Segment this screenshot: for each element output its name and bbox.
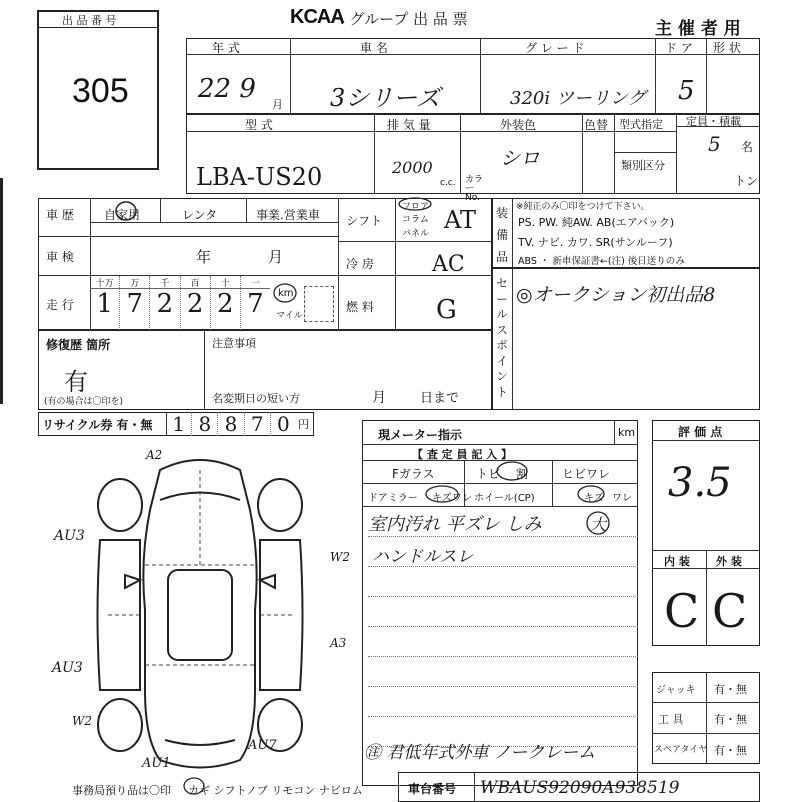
capacity-label: 定員・積載 xyxy=(686,115,741,128)
mileage-cell xyxy=(211,276,241,330)
mileage-units xyxy=(90,276,270,330)
unit-label: 一 xyxy=(250,279,260,289)
margin-mark xyxy=(0,178,3,404)
writing-line xyxy=(368,596,638,597)
displacement-label: 排 気 量 xyxy=(387,118,431,132)
unit-label: 万 xyxy=(130,279,140,289)
jack-label: ジャッキ xyxy=(656,685,696,696)
circle-mark xyxy=(584,510,612,536)
damage-mark: AU7 xyxy=(248,738,277,753)
col-divider xyxy=(338,198,339,330)
col-divider xyxy=(395,198,396,330)
label-char: ス xyxy=(496,322,508,337)
evaluation-score: 3.5 xyxy=(668,460,732,506)
chassis-label: 車台番号 xyxy=(408,782,457,796)
grade-label: グ レ ー ド xyxy=(525,41,585,55)
damage-mark: A3 xyxy=(330,636,347,650)
inspection-year: 年 xyxy=(196,248,212,266)
equipment-line-1: PS. PW. 純AW. AB(エアバック) xyxy=(518,216,675,229)
hibi-label: ヒビワレ xyxy=(562,467,611,481)
mirror-crack: ワレ xyxy=(452,493,472,504)
equipment-line-3: ABS ・ 新車保証書←(注) 後日送りのみ xyxy=(518,256,685,267)
car-name-value: 3シリーズ xyxy=(330,84,441,112)
meter-label: 現メーター指示 xyxy=(378,428,463,442)
col-divider xyxy=(160,198,161,222)
private-use-option: 自家用 xyxy=(104,208,141,222)
fuel-value: G xyxy=(436,295,457,325)
equipment-label-1: 装 xyxy=(496,206,509,220)
model-label: 型 式 xyxy=(245,118,273,132)
mileage-cell xyxy=(150,276,180,330)
exterior-color-value: シロ xyxy=(500,146,540,170)
col-divider xyxy=(460,114,461,194)
col-divider xyxy=(512,198,513,268)
sales-point-value: ◎オークション初出品8 xyxy=(516,284,716,306)
col-divider xyxy=(290,38,291,114)
business-option: 事業.営業車 xyxy=(256,208,320,222)
door-label: ド ア xyxy=(665,41,693,55)
sales-point-label xyxy=(494,276,510,400)
wheel-label: ホイール(CP) xyxy=(474,493,535,504)
exterior-label: 外 装 xyxy=(716,555,742,568)
wheel-crack: ワレ xyxy=(612,493,632,504)
month-unit: 月 xyxy=(272,98,283,111)
tools-label: 工 具 xyxy=(658,713,684,726)
recycle-unit: 円 xyxy=(298,418,309,431)
damage-mark: W2 xyxy=(330,550,350,564)
inspection-month: 月 xyxy=(268,248,284,266)
exterior-grade: C xyxy=(712,584,748,638)
repair-history-value: 有 xyxy=(64,368,88,396)
row-divider xyxy=(652,440,760,441)
capacity-unit: 名 xyxy=(741,140,754,154)
km-unit: km xyxy=(278,288,294,299)
col-divider xyxy=(474,772,475,802)
mileage-cell xyxy=(90,276,120,330)
row-divider xyxy=(338,241,492,242)
writing-line xyxy=(368,716,638,717)
damage-mark: A2 xyxy=(146,448,163,462)
inspection-label: 車 検 xyxy=(46,250,74,264)
interior-label: 内 装 xyxy=(664,555,690,568)
capacity-value: 5 xyxy=(708,132,721,156)
f-glass-label: Fガラス xyxy=(392,467,435,481)
circle-mark xyxy=(114,200,138,222)
unit-label: 十 xyxy=(220,279,230,289)
custody-items: カギ シフトノブ リモコン ナビロム xyxy=(188,784,363,797)
form-role: 主 催 者 用 xyxy=(655,19,741,39)
col-divider xyxy=(552,460,553,506)
damage-mark: AU1 xyxy=(142,756,171,771)
displacement-value: 2000 xyxy=(392,158,433,177)
form-title: . グループ 出 品 票 xyxy=(340,10,468,28)
color-number-label: カラー No. xyxy=(465,175,484,203)
col-divider xyxy=(655,38,656,114)
name-change-label: 名変期日の短い方 xyxy=(212,392,300,405)
fuel-label: 燃 料 xyxy=(346,300,374,314)
shift-floor: フロア xyxy=(402,202,430,212)
name-change-day: 日まで xyxy=(420,391,460,406)
mileage-cell xyxy=(120,276,150,330)
recycle-digit: 1 xyxy=(166,412,192,436)
circle-mark xyxy=(182,776,206,796)
mile-unit: マイル xyxy=(276,311,303,321)
chassis-number: WBAUS92090A938519 xyxy=(480,778,680,798)
mirror-scratch: キズ xyxy=(432,493,452,504)
mileage-cell xyxy=(181,276,211,330)
col-divider xyxy=(204,330,205,410)
col-divider xyxy=(706,550,707,646)
label-char: ポ xyxy=(496,338,508,352)
car-diagram xyxy=(40,440,360,780)
col-divider xyxy=(706,38,707,114)
unit-label: 百 xyxy=(190,279,200,289)
damage-mark: AU3 xyxy=(52,660,83,676)
circle-mark xyxy=(397,196,433,212)
unit-label: 十万 xyxy=(95,279,114,289)
grade-value: 320i ツーリング xyxy=(510,88,646,109)
equipment-label-2: 備 xyxy=(496,228,509,242)
ac-value: AC xyxy=(432,252,465,277)
mileage-digit: 7 xyxy=(247,289,264,319)
cc-unit: c.c. xyxy=(440,178,456,188)
mileage-digit: 1 xyxy=(96,289,113,319)
damage-mark: W2 xyxy=(72,714,92,728)
col-divider xyxy=(374,114,375,194)
mileage-label: 走 行 xyxy=(46,298,74,312)
inspector-note-2: ハンドルスレ xyxy=(372,547,474,567)
shift-value: AT xyxy=(444,206,477,234)
unit-label: 千 xyxy=(160,279,170,289)
mileage-digit: 7 xyxy=(126,289,144,319)
rental-option: レンタ xyxy=(182,208,218,222)
recycle-label: リサイクル券 有・無 xyxy=(42,418,153,432)
label-char: ル xyxy=(496,307,508,321)
label-char: イ xyxy=(496,353,508,368)
col-divider xyxy=(512,268,513,410)
shape-label: 形 状 xyxy=(713,41,741,55)
lot-number-label: 出 品 番 号 xyxy=(62,14,117,27)
shift-panel: パネル xyxy=(402,229,430,239)
door-mirror-label: ドアミラー xyxy=(368,493,418,504)
jack-yes-no: 有・無 xyxy=(714,683,747,696)
row-divider xyxy=(614,152,676,153)
brand-logo: KCAA xyxy=(290,6,344,28)
col-divider xyxy=(480,38,481,114)
repair-history-label: 修復歴 箇所 xyxy=(46,338,111,352)
col-divider xyxy=(614,114,615,194)
category-label: 類別区分 xyxy=(621,159,665,172)
damage-mark: AU3 xyxy=(54,528,85,544)
writing-line xyxy=(368,536,638,537)
exterior-color-label: 外装色 xyxy=(500,118,537,132)
col-divider xyxy=(246,198,247,222)
label-char: ー xyxy=(496,291,508,306)
mileage-digit: 2 xyxy=(156,289,174,319)
col-divider xyxy=(614,420,615,444)
recycle-digit: 8 xyxy=(192,412,218,436)
mileage-digit: 2 xyxy=(217,289,234,319)
lot-number-value: 305 xyxy=(72,72,129,110)
history-label: 車 歴 xyxy=(46,208,74,222)
attention-label: 注意事項 xyxy=(212,337,256,350)
door-value: 5 xyxy=(678,76,695,106)
tools-yes-no: 有・無 xyxy=(714,713,747,726)
mileage-check-box xyxy=(304,286,334,322)
tobi-label: トビ xyxy=(476,467,501,481)
type-designation-label: 型式指定 xyxy=(619,118,663,131)
mileage-cell xyxy=(241,276,270,330)
recycle-digits xyxy=(166,412,296,436)
writing-line xyxy=(368,686,638,687)
meter-unit: km xyxy=(618,426,636,439)
car-name-label: 車 名 xyxy=(360,41,388,55)
inspector-note-1: 室内汚れ 平ズレ しみ xyxy=(368,514,542,535)
inspector-label: 【 査 定 員 記 入 】 xyxy=(412,448,512,461)
circle-mark xyxy=(494,460,530,482)
year-label: 年 式 xyxy=(212,41,240,55)
shift-label: シフト xyxy=(346,214,383,228)
evaluation-label: 評 価 点 xyxy=(678,425,723,439)
name-change-month: 月 xyxy=(372,390,386,406)
row-divider xyxy=(38,236,338,237)
col-divider xyxy=(582,114,583,194)
recycle-digit: 8 xyxy=(218,412,244,436)
spare-yes-no: 有・無 xyxy=(714,744,747,757)
ton-unit: トン xyxy=(734,174,759,188)
equipment-note: ※純正のみ〇印をつけて下さい。 xyxy=(516,202,650,212)
row-divider xyxy=(362,444,638,445)
equipment-label-3: 品 xyxy=(496,250,509,264)
ac-label: 冷 房 xyxy=(346,257,374,271)
equipment-line-2: TV. ナビ. カワ. SR(サンルーフ) xyxy=(518,236,673,249)
circle-mark xyxy=(576,484,606,504)
label-char: セ xyxy=(496,276,508,290)
writing-line xyxy=(368,626,638,627)
inspector-note-1-mark: 大 xyxy=(590,515,607,534)
label-char: ン xyxy=(496,369,508,383)
year-value: 22 9 xyxy=(198,74,256,104)
wheel-scratch: キズ xyxy=(584,493,604,504)
recycle-digit: 0 xyxy=(277,412,290,436)
shift-column: コラム xyxy=(402,215,429,225)
spare-tire-label: スペアタイヤ xyxy=(654,745,708,755)
crack-label: 割 xyxy=(516,467,529,481)
writing-line xyxy=(368,656,638,657)
circle-mark xyxy=(272,282,298,304)
inspector-bottom-note: ㊟ 君低年式外車 ノークレーム xyxy=(364,743,596,763)
row-divider xyxy=(362,506,638,507)
repair-note: (有の場合は〇印を) xyxy=(44,397,124,407)
recycle-digit: 7 xyxy=(245,412,271,436)
label-char: ト xyxy=(496,384,508,399)
model-value: LBA-US20 xyxy=(196,163,323,191)
color-change-label: 色替 xyxy=(584,118,609,132)
interior-grade: C xyxy=(664,584,700,638)
office-custody-note: 事務局預り品は〇印 xyxy=(72,784,171,797)
mileage-digit: 2 xyxy=(186,289,204,319)
